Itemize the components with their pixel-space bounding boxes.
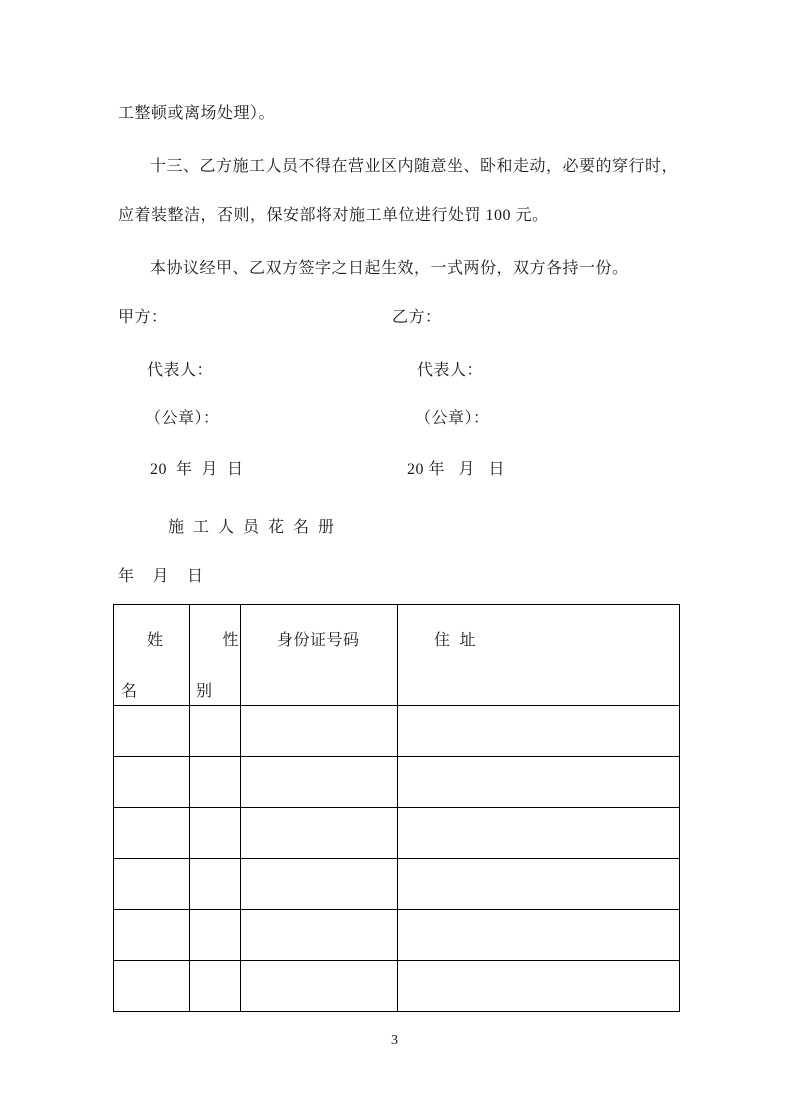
roster-empty-cell	[114, 808, 190, 859]
roster-empty-cell	[398, 706, 680, 757]
roster-empty-cell	[398, 808, 680, 859]
header-name-line2: 名	[121, 683, 138, 700]
roster-empty-cell	[190, 961, 241, 1012]
header-gender-line2: 别	[196, 683, 213, 700]
page-number: 3	[391, 1033, 398, 1048]
roster-empty-cell	[114, 859, 190, 910]
roster-empty-cell	[114, 910, 190, 961]
roster-empty-cell	[241, 910, 398, 961]
clause-13-line2: 应着装整洁，否则，保安部将对施工单位进行处罚 100 元。	[118, 207, 549, 224]
date-b-line: 20 年 月 日	[407, 461, 506, 478]
seal-a-label: （公章）：	[145, 410, 220, 427]
roster-empty-cell	[241, 757, 398, 808]
header-name-line1: 姓	[147, 632, 164, 649]
date-a-line: 20 年 月 日	[150, 461, 244, 478]
header-gender-line1: 性	[222, 632, 239, 649]
effective-clause: 本协议经甲、乙双方签字之日起生效，一式两份，双方各持一份。	[150, 260, 629, 277]
roster-empty-cell	[190, 757, 241, 808]
roster-empty-row	[114, 757, 680, 808]
roster-empty-cell	[114, 961, 190, 1012]
roster-empty-cell	[190, 706, 241, 757]
roster-date-line: 年 月 日	[118, 568, 204, 585]
roster-empty-cell	[398, 757, 680, 808]
representative-a-label: 代表人：	[147, 362, 214, 379]
roster-empty-row	[114, 706, 680, 757]
roster-empty-cell	[241, 859, 398, 910]
header-id-line1: 身份证号码	[277, 632, 360, 649]
roster-empty-cell	[190, 910, 241, 961]
roster-table	[113, 604, 680, 1012]
roster-empty-cell	[398, 859, 680, 910]
header-cell-address	[398, 605, 680, 706]
header-cell-gender	[190, 605, 241, 706]
roster-empty-cell	[190, 859, 241, 910]
roster-empty-row	[114, 910, 680, 961]
seal-b-label: （公章）：	[415, 410, 490, 427]
roster-empty-cell	[114, 706, 190, 757]
roster-empty-cell	[241, 808, 398, 859]
party-a-label: 甲方：	[118, 309, 168, 326]
roster-empty-cell	[398, 961, 680, 1012]
roster-empty-row	[114, 808, 680, 859]
representative-b-label: 代表人：	[417, 362, 484, 379]
header-cell-id-number	[241, 605, 398, 706]
paragraph-continuation: 工整顿或离场处理）。	[118, 105, 276, 122]
roster-empty-row	[114, 859, 680, 910]
party-b-label: 乙方：	[392, 309, 442, 326]
roster-header-row	[114, 605, 680, 706]
roster-empty-cell	[398, 910, 680, 961]
roster-empty-row	[114, 961, 680, 1012]
roster-empty-cell	[114, 757, 190, 808]
roster-empty-cell	[190, 808, 241, 859]
roster-empty-cell	[241, 706, 398, 757]
header-address-line1: 住 址	[434, 632, 477, 649]
roster-empty-cell	[241, 961, 398, 1012]
header-cell-name	[114, 605, 190, 706]
clause-13-line1: 十三、乙方施工人员不得在营业区内随意坐、卧和走动，必要的穿行时，	[150, 158, 679, 175]
roster-title: 施 工 人 员 花 名 册	[168, 519, 337, 536]
